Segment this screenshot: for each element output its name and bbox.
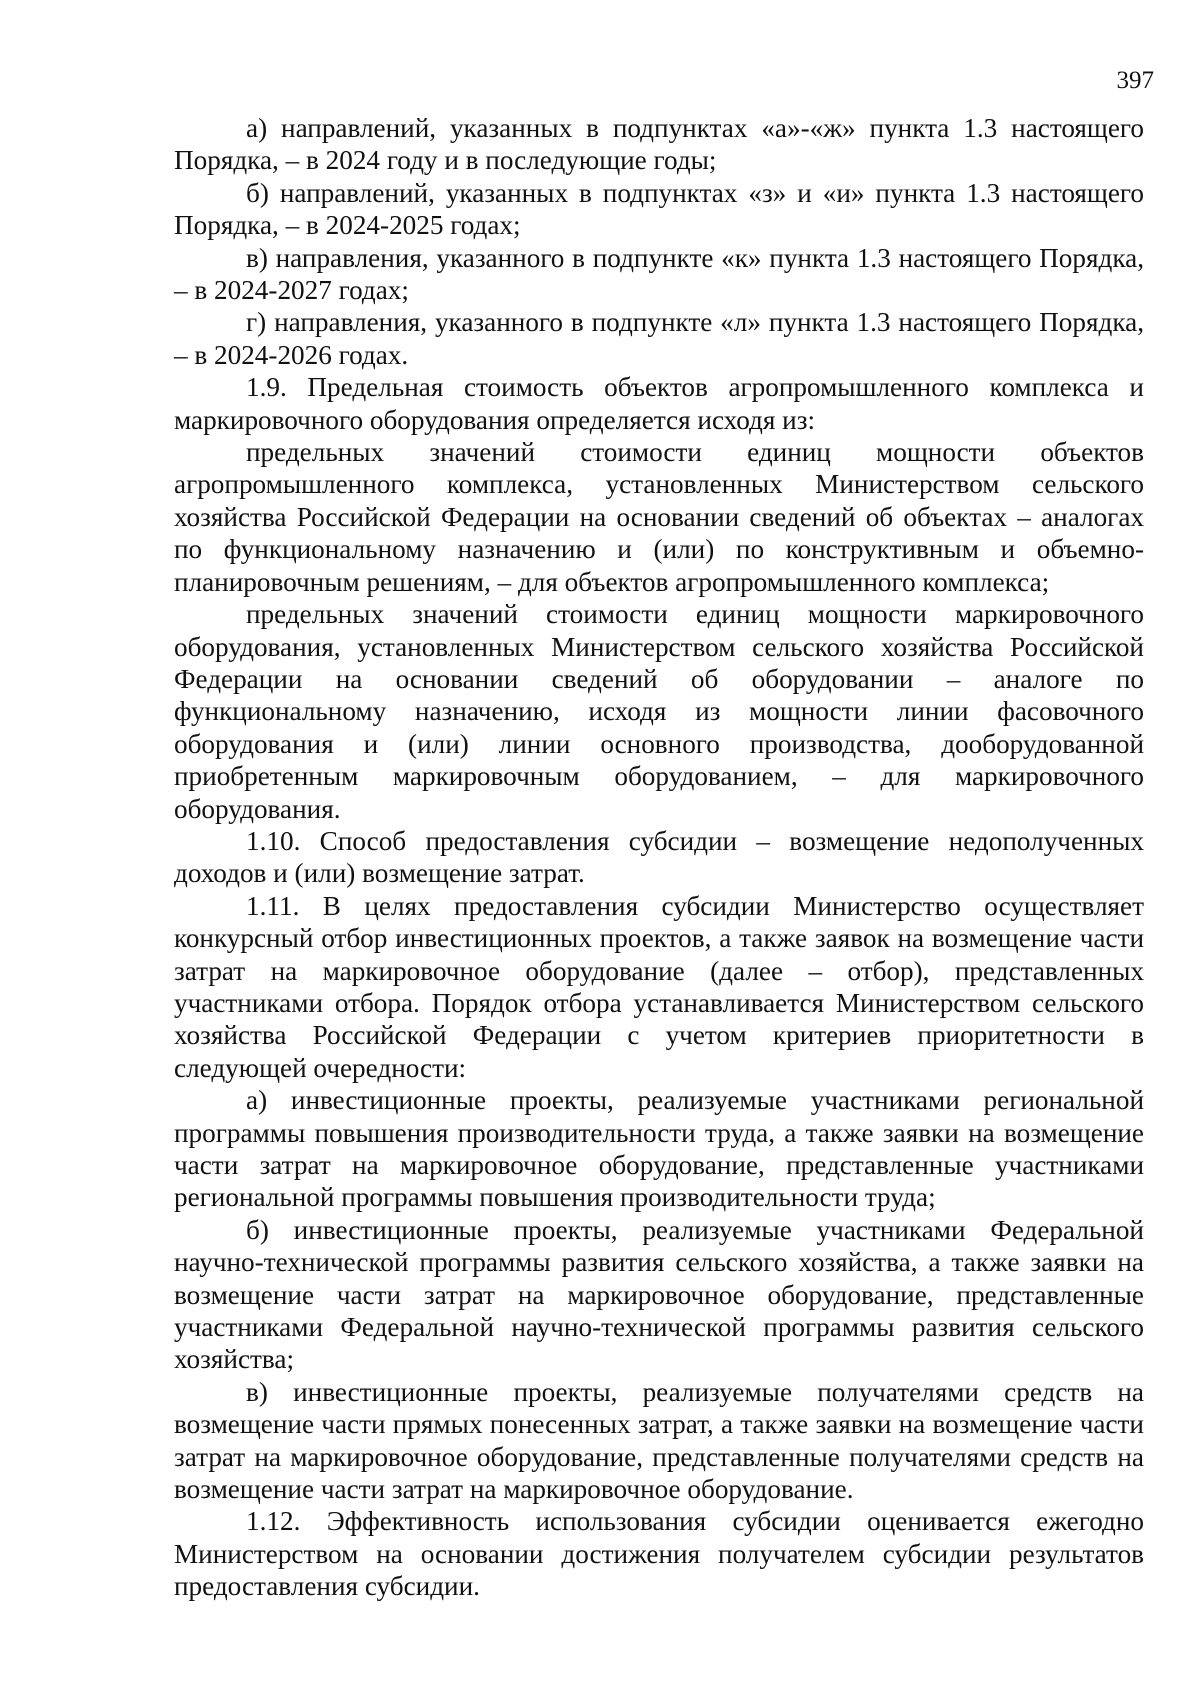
paragraph-1-11-item-b: б) инвестиционные проекты, реализуемые участниками Федеральной научно-технической программы развития сельского хозяйства, а также заявки на возмещение части затрат на маркировочное оборудование, представленные участниками Федеральной научно-технической программы развития сельского хозяйства;	[174, 1214, 1144, 1375]
paragraph-1-10: 1.10. Способ предоставления субсидии – возмещение недополученных доходов и (или) возмещение затрат.	[174, 825, 1144, 889]
paragraph-1-12: 1.12. Эффективность использования субсидии оценивается ежегодно Министерством на основании достижения получателем субсидии результатов предоставления субсидии.	[174, 1506, 1144, 1602]
paragraph-1-11-item-v: в) инвестиционные проекты, реализуемые получателями средств на возмещение части прямых понесенных затрат, а также заявки на возмещение части затрат на маркировочное оборудование, представленные получателями средств на возмещение части затрат на маркировочное оборудование.	[174, 1376, 1144, 1505]
paragraph-1-11-item-a: а) инвестиционные проекты, реализуемые участниками региональной программы повышения производительности труда, а также заявки на возмещение части затрат на маркировочное оборудование, представленные участниками региональной программы повышения производительности труда;	[174, 1085, 1144, 1213]
paragraph-item-v-years: в) направления, указанного в подпункте «к» пункта 1.3 настоящего Порядка, – в 2024-2027 годах;	[174, 242, 1144, 306]
paragraph-1-11: 1.11. В целях предоставления субсидии Министерство осуществляет конкурсный отбор инвестиционных проектов, а также заявок на возмещение части затрат на маркировочное оборудование (далее – отбор), представленных участниками отбора. Порядок отбора устанавливается Министерством сельского хозяйства Российской Федерации с учетом критериев приоритетности в следующей очередности:	[174, 890, 1144, 1083]
paragraph-item-g-years: г) направления, указанного в подпункте «л» пункта 1.3 настоящего Порядка, – в 2024-2026 годах.	[174, 307, 1144, 370]
document-body	[174, 112, 1144, 1603]
paragraph-item-b-years: б) направлений, указанных в подпунктах «з» и «и» пункта 1.3 настоящего Порядка, – в 2024-2025 годах;	[174, 177, 1144, 241]
paragraph-1-9-apk-limits: предельных значений стоимости единиц мощности объектов агропромышленного комплекса, установленных Министерством сельского хозяйства Российской Федерации на основании сведений об объектах – аналогах по функциональному назначению и (или) по конструктивным и объемно-планировочным решениям, – для объектов агропромышленного комплекса;	[174, 437, 1144, 597]
paragraph-1-9-marking-limits: предельных значений стоимости единиц мощности маркировочного оборудования, установленных Министерством сельского хозяйства Российской Федерации на основании сведений об оборудовании – аналоге по функциональному назначению, исходя из мощности линии фасовочного оборудования и (или) линии основного производства, дооборудованной приобретенным маркировочным оборудованием, – для маркировочного оборудования.	[174, 599, 1144, 824]
paragraph-item-a-years: а) направлений, указанных в подпунктах «а»-«ж» пункта 1.3 настоящего Порядка, – в 2024 году и в последующие годы;	[174, 113, 1144, 176]
paragraph-1-9: 1.9. Предельная стоимость объектов агропромышленного комплекса и маркировочного оборудования определяется исходя из:	[174, 372, 1144, 435]
page-number: 397	[1116, 67, 1154, 94]
